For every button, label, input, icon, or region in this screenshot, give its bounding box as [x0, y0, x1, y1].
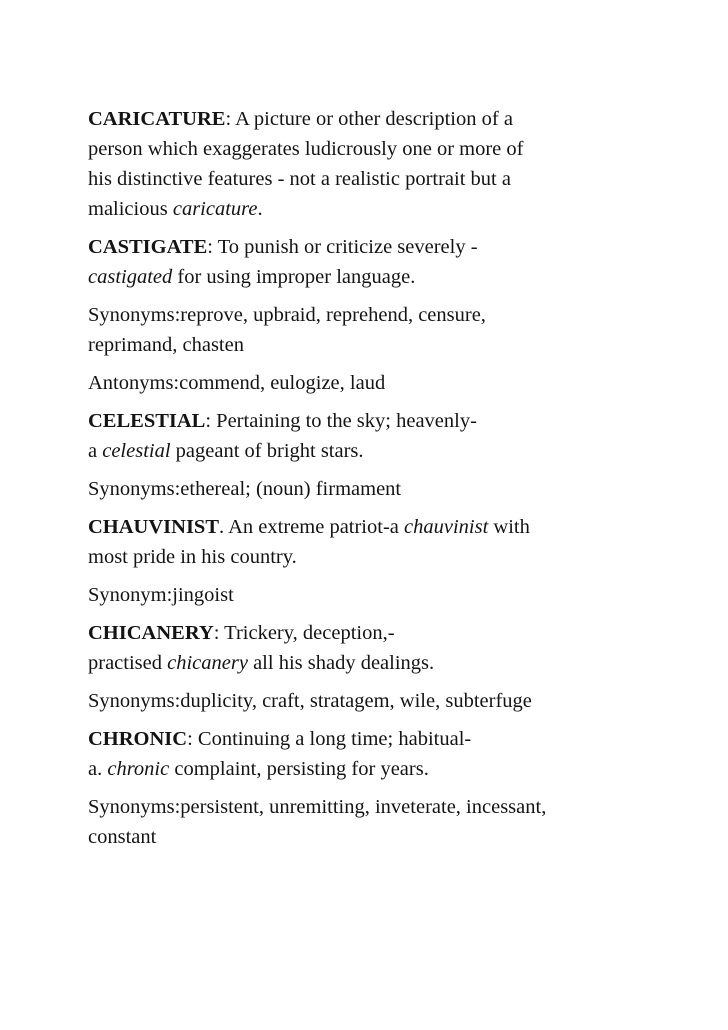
definition-entry	[88, 512, 688, 572]
text-line	[88, 262, 688, 292]
synonyms-entry	[88, 580, 688, 610]
text-segment: Synonyms:persistent, unremitting, inveterate, incessant,	[88, 796, 547, 818]
text-segment: reprimand, chasten	[88, 334, 244, 356]
text-line	[88, 724, 688, 754]
definition-entry	[88, 724, 688, 784]
text-segment: person which exaggerates ludicrously one or more of	[88, 138, 524, 160]
text-segment: : Trickery, deception,-	[213, 622, 395, 644]
text-segment: a	[88, 440, 103, 462]
text-line	[88, 330, 688, 360]
text-line	[88, 104, 688, 134]
text-line	[88, 512, 688, 542]
synonyms-entry	[88, 300, 688, 360]
text-segment: complaint, persisting for years.	[169, 758, 429, 780]
text-segment: Synonyms:reprove, upbraid, reprehend, censure,	[88, 304, 486, 326]
example-word: chronic	[107, 758, 170, 780]
text-line	[88, 368, 688, 398]
antonyms-entry	[88, 368, 688, 398]
text-line	[88, 686, 688, 716]
text-line	[88, 474, 688, 504]
text-segment: Synonym:jingoist	[88, 584, 234, 606]
text-segment: pageant of bright stars.	[170, 440, 364, 462]
text-segment: . An extreme patriot-a	[219, 516, 405, 538]
text-segment: .	[257, 198, 263, 220]
text-segment: : Continuing a long time; habitual-	[187, 728, 472, 750]
headword: CARICATURE	[88, 108, 226, 130]
example-word: castigated	[88, 266, 173, 288]
synonyms-entry	[88, 474, 688, 504]
text-segment: his distinctive features - not a realistic portrait but a	[88, 168, 511, 190]
headword: CHICANERY	[88, 622, 214, 644]
example-word: celestial	[102, 440, 171, 462]
example-word: chauvinist	[404, 516, 489, 538]
text-segment: a.	[88, 758, 108, 780]
text-segment: most pride in his country.	[88, 546, 297, 568]
text-segment: Antonyms:commend, eulogize, laud	[88, 372, 386, 394]
text-line	[88, 406, 688, 436]
text-segment: practised	[88, 652, 168, 674]
text-line	[88, 618, 688, 648]
text-line	[88, 822, 688, 852]
text-segment: malicious	[88, 198, 173, 220]
headword: CELESTIAL	[88, 410, 206, 432]
text-segment: : Pertaining to the sky; heavenly-	[205, 410, 477, 432]
example-word: caricature	[172, 198, 258, 220]
text-segment: all his shady dealings.	[247, 652, 435, 674]
text-line	[88, 580, 688, 610]
text-line	[88, 232, 688, 262]
text-line	[88, 300, 688, 330]
text-line	[88, 542, 688, 572]
text-line	[88, 648, 688, 678]
definition-entry	[88, 232, 688, 292]
example-word: chicanery	[167, 652, 248, 674]
synonyms-entry	[88, 686, 688, 716]
text-line	[88, 754, 688, 784]
text-segment: Synonyms:duplicity, craft, stratagem, wile, subterfuge	[88, 690, 532, 712]
headword: CASTIGATE	[88, 236, 208, 258]
text-line	[88, 436, 688, 466]
text-segment: : A picture or other description of a	[225, 108, 513, 130]
synonyms-entry	[88, 792, 688, 852]
text-line	[88, 164, 688, 194]
text-segment: constant	[88, 826, 157, 848]
definition-entry	[88, 104, 688, 224]
headword: CHRONIC	[88, 728, 188, 750]
definition-entry	[88, 406, 688, 466]
headword: CHAUVINIST	[88, 516, 219, 538]
text-line	[88, 194, 688, 224]
text-segment: for using improper language.	[172, 266, 416, 288]
text-segment: : To punish or criticize severely -	[207, 236, 478, 258]
text-line	[88, 134, 688, 164]
text-line	[88, 792, 688, 822]
text-segment: with	[488, 516, 530, 538]
document-page	[88, 104, 688, 860]
definition-entry	[88, 618, 688, 678]
text-segment: Synonyms:ethereal; (noun) firmament	[88, 478, 402, 500]
